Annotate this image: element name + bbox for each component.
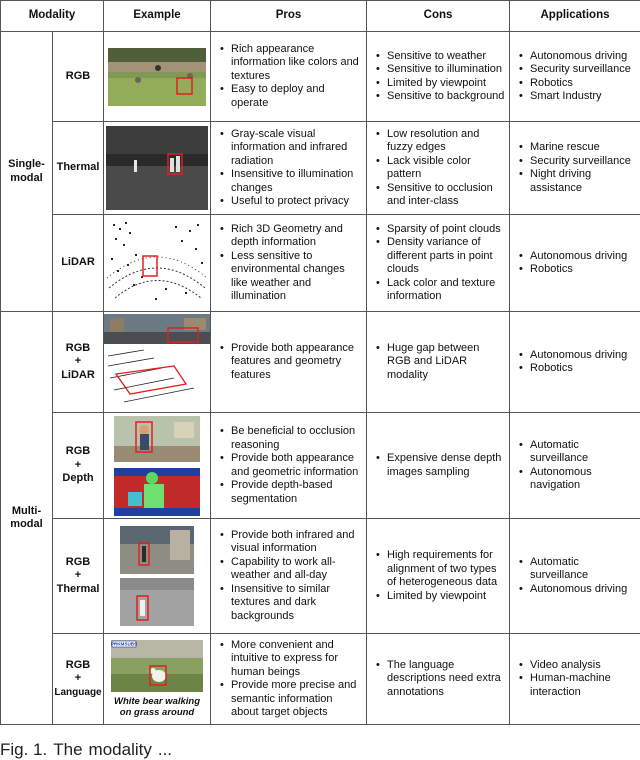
bullet-item: • Huge gap between RGB and LiDAR modality — [376, 342, 505, 383]
header-modality: Modality — [1, 1, 104, 32]
header-example: Example — [104, 1, 211, 32]
header-pros: Pros — [211, 1, 367, 32]
pros-rgb-language — [211, 634, 367, 725]
bullet-item: • More convenient and intuitive to express for human beings — [220, 639, 362, 680]
bullet-item: • Security surveillance — [519, 155, 636, 169]
header-applications: Applications — [510, 1, 640, 32]
bullet-item: • Human-machine interaction — [519, 672, 636, 699]
example-rgb-thermal — [104, 519, 211, 634]
bullet-item: • Autonomous driving — [519, 250, 636, 264]
example-rgb — [104, 32, 211, 122]
bullet-item: • Limited by viewpoint — [376, 77, 505, 91]
bullet-item: • Autonomous navigation — [519, 466, 636, 493]
group-multi-modal: Multi- modal — [1, 312, 53, 725]
bullet-item: • Sensitive to illumination — [376, 63, 505, 77]
example-lidar — [104, 215, 211, 312]
bullet-item: • Autonomous driving — [519, 349, 636, 363]
bullet-item: • Robotics — [519, 77, 636, 91]
bullet-item: • Lack visible color pattern — [376, 155, 505, 182]
bullet-item: • Automatic surveillance — [519, 439, 636, 466]
bullet-item: • Sparsity of point clouds — [376, 223, 505, 237]
cons-rgb-lidar — [367, 312, 510, 413]
bullet-item: • Smart Industry — [519, 90, 636, 104]
cons-rgb-thermal — [367, 519, 510, 634]
bullet-item: • Sensitive to occlusion and inter-class — [376, 182, 505, 209]
sub-label-rgb-lidar: RGB + LiDAR — [53, 312, 104, 413]
bullet-item: • Insensitive to similar textures and dark backgrounds — [220, 583, 362, 624]
sub-label-rgb: RGB — [53, 32, 104, 122]
cons-thermal — [367, 122, 510, 215]
sub-label-lidar: LiDAR — [53, 215, 104, 312]
dataset-badge: PRKMSUBS — [111, 641, 138, 647]
sub-label-rgb-depth: RGB + Depth — [53, 413, 104, 519]
rgb-language-example-image — [111, 640, 203, 692]
language-description: White bear walking on grass around — [113, 695, 201, 718]
bullet-item: • Capability to work all-weather and all-day — [220, 556, 362, 583]
bullet-item: • Gray-scale visual information and infrared radiation — [220, 128, 362, 169]
apps-rgb-language — [510, 634, 640, 725]
row-rgb-lidar — [1, 312, 640, 413]
bullet-item: • Lack color and texture information — [376, 277, 505, 304]
apps-rgb-lidar — [510, 312, 640, 413]
pros-rgb-depth — [211, 413, 367, 519]
rgb-lidar-example-image — [104, 314, 210, 410]
bullet-item: • The language descriptions need extra annotations — [376, 659, 505, 700]
bullet-item: • Provide more precise and semantic information about target objects — [220, 679, 362, 720]
row-thermal — [1, 122, 640, 215]
cons-rgb — [367, 32, 510, 122]
bullet-item: • Density variance of different parts in point clouds — [376, 236, 505, 277]
row-rgb-language — [1, 634, 640, 725]
rgb-example-image — [108, 48, 206, 106]
rgb-thermal-example-image — [120, 526, 194, 626]
bullet-item: • Easy to deploy and operate — [220, 83, 362, 110]
bullet-item: • Video analysis — [519, 659, 636, 673]
pros-lidar — [211, 215, 367, 312]
apps-rgb-depth — [510, 413, 640, 519]
pros-thermal — [211, 122, 367, 215]
cons-rgb-depth — [367, 413, 510, 519]
figure-caption: Fig. 1. The modality ... — [0, 740, 173, 759]
bullet-item: • Low resolution and fuzzy edges — [376, 128, 505, 155]
bullet-item: • Robotics — [519, 362, 636, 376]
example-rgb-depth — [104, 413, 211, 519]
apps-thermal — [510, 122, 640, 215]
row-rgb-depth — [1, 413, 640, 519]
group-single-modal: Single- modal — [1, 32, 53, 312]
lidar-example-image — [105, 218, 209, 308]
rgb-depth-example-image — [114, 416, 200, 516]
bullet-item: • Marine rescue — [519, 141, 636, 155]
bullet-item: • Sensitive to background — [376, 90, 505, 104]
bullet-item: • Useful to protect privacy — [220, 195, 362, 209]
apps-lidar — [510, 215, 640, 312]
bullet-item: • Night driving assistance — [519, 168, 636, 195]
bullet-item: • Provide both appearance features and geometry features — [220, 342, 362, 383]
bullet-item: • Autonomous driving — [519, 583, 636, 597]
row-lidar — [1, 215, 640, 312]
bullet-item: • Automatic surveillance — [519, 556, 636, 583]
bullet-item: • Expensive dense depth images sampling — [376, 452, 505, 479]
cons-rgb-language — [367, 634, 510, 725]
example-rgb-language — [104, 634, 211, 725]
bullet-item: • Provide depth-based segmentation — [220, 479, 362, 506]
bullet-item: • Robotics — [519, 263, 636, 277]
sub-label-rgb-thermal: RGB + Thermal — [53, 519, 104, 634]
bullet-item: • Rich 3D Geometry and depth information — [220, 223, 362, 250]
bullet-item: • Insensitive to illumination changes — [220, 168, 362, 195]
apps-rgb — [510, 32, 640, 122]
example-thermal — [104, 122, 211, 215]
bullet-item: • Autonomous driving — [519, 50, 636, 64]
pros-rgb-thermal — [211, 519, 367, 634]
bullet-item: • Sensitive to weather — [376, 50, 505, 64]
bullet-item: • Provide both appearance and geometric information — [220, 452, 362, 479]
bullet-item: • Security surveillance — [519, 63, 636, 77]
bullet-item: • Rich appearance information like colors and textures — [220, 43, 362, 84]
bullet-item: • Limited by viewpoint — [376, 590, 505, 604]
cons-lidar — [367, 215, 510, 312]
row-rgb — [1, 32, 640, 122]
header-cons: Cons — [367, 1, 510, 32]
bullet-item: • Provide both infrared and visual information — [220, 529, 362, 556]
header-row — [1, 1, 640, 32]
pros-rgb-lidar — [211, 312, 367, 413]
row-rgb-thermal — [1, 519, 640, 634]
example-rgb-lidar — [104, 312, 211, 413]
sub-label-rgb-language: RGB + Language — [53, 634, 104, 725]
bullet-item: • Less sensitive to environmental changes like weather and illumination — [220, 250, 362, 304]
bullet-item: • Be beneficial to occlusion reasoning — [220, 425, 362, 452]
sub-label-thermal: Thermal — [53, 122, 104, 215]
pros-rgb — [211, 32, 367, 122]
apps-rgb-thermal — [510, 519, 640, 634]
thermal-example-image — [106, 126, 208, 210]
bullet-item: • High requirements for alignment of two types of heterogeneous data — [376, 549, 505, 590]
